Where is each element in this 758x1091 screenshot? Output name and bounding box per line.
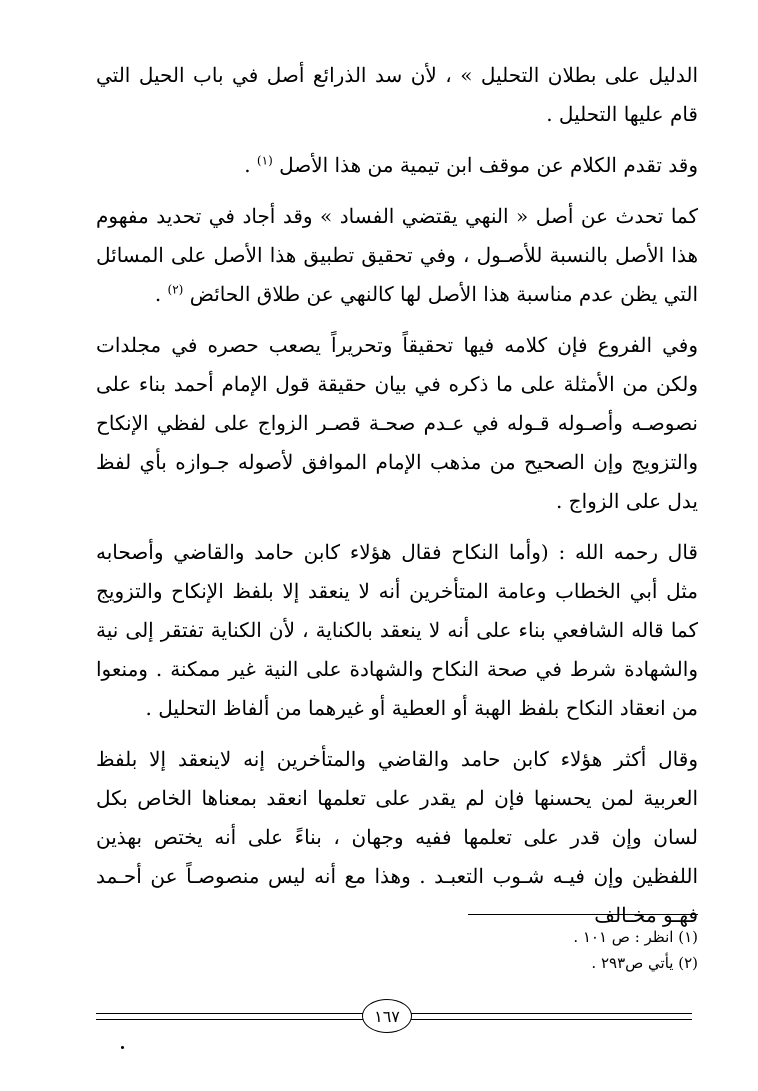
paragraph-4: وفي الفروع فإن كلامه فيها تحقيقاً وتحريراً يصعب حصره في مجلدات ولكن من الأمثلة على ما ذكره في بيان حقيقة قول الإمام أحمد بناء على نصوصـه وأصـوله قـوله في عـدم صحـة قصـر الزواج على لفظي الإنكاح والتزويج وإن الصحيح من مذهب الإمام الموافق لأصوله جـوازه بأي لفظ يدل على الزواج .	[96, 333, 698, 513]
paragraph-3-end: .	[154, 282, 168, 306]
paragraph-6: وقال أكثر هؤلاء كابن حامد والقاضي والمتأخرين إنه لاينعقد إلا بلفظ العربية لمن يحسنها فإن لم يقدر على تعلمها انعقد بمعناها الخاص بكل لسان وإن قدر على تعلمها ففيه وجهان ، بناءً على أنه يختص بهذين اللفظين وإن فيـه شـوب التعبـد . وهذا مع أنه ليس منصوصـاً عن أحـمد فهـو مخـالف	[96, 747, 698, 927]
footnote-ref-2: (٢)	[167, 282, 184, 297]
page-number: ١٦٧	[362, 999, 412, 1033]
paragraph-2-text: وقد تقدم الكلام عن موقف ابن تيمية من هذا الأصل	[279, 153, 698, 177]
main-text	[96, 56, 698, 947]
bottom-rule-left	[96, 1013, 364, 1020]
paragraph-3-text: كما تحدث عن أصل « النهي يقتضي الفساد » وقد أجاد في تحديد مفهوم هذا الأصل بالنسبة للأصـول ، وفي تحقيق تطبيق هذا الأصل على المسائل التي يظن عدم مناسبة هذا الأصل لها كالنهي عن طلاق الحائض	[96, 204, 698, 306]
footnote-ref-1: (١)	[256, 153, 273, 168]
footnote-2: (٢) يأتي ص٢٩٣ .	[591, 954, 698, 972]
paragraph-5: قال رحمه الله : (وأما النكاح فقال هؤلاء كابن حامد والقاضي وأصحابه مثل أبي الخطاب وعامة المتأخرين أنه لا ينعقد إلا بلفظ الإنكاح والتزويج كما قاله الشافعي بناء على أنه لا ينعقد بالكناية ، لأن الكناية تفتقر إلى نية والشهادة شرط في صحة النكاح والشهادة على النية غير ممكنة . ومنعوا من انعقاد النكاح بلفظ الهبة أو العطية أو غيرهما من ألفاظ التحليل .	[96, 540, 698, 720]
footnote-1: (١) انظر : ص ١٠١ .	[573, 928, 698, 946]
footnote-divider	[468, 914, 698, 915]
paragraph-2-end: .	[244, 153, 257, 177]
paragraph-1: الدليل على بطلان التحليل » ، لأن سد الذرائع أصل في باب الحيل التي قام عليها التحليل .	[96, 63, 698, 126]
footnotes	[300, 924, 698, 976]
paragraph-2	[96, 146, 698, 185]
paragraph-3	[96, 197, 698, 314]
decorative-dot	[121, 1046, 124, 1049]
bottom-rule-right	[408, 1013, 692, 1020]
